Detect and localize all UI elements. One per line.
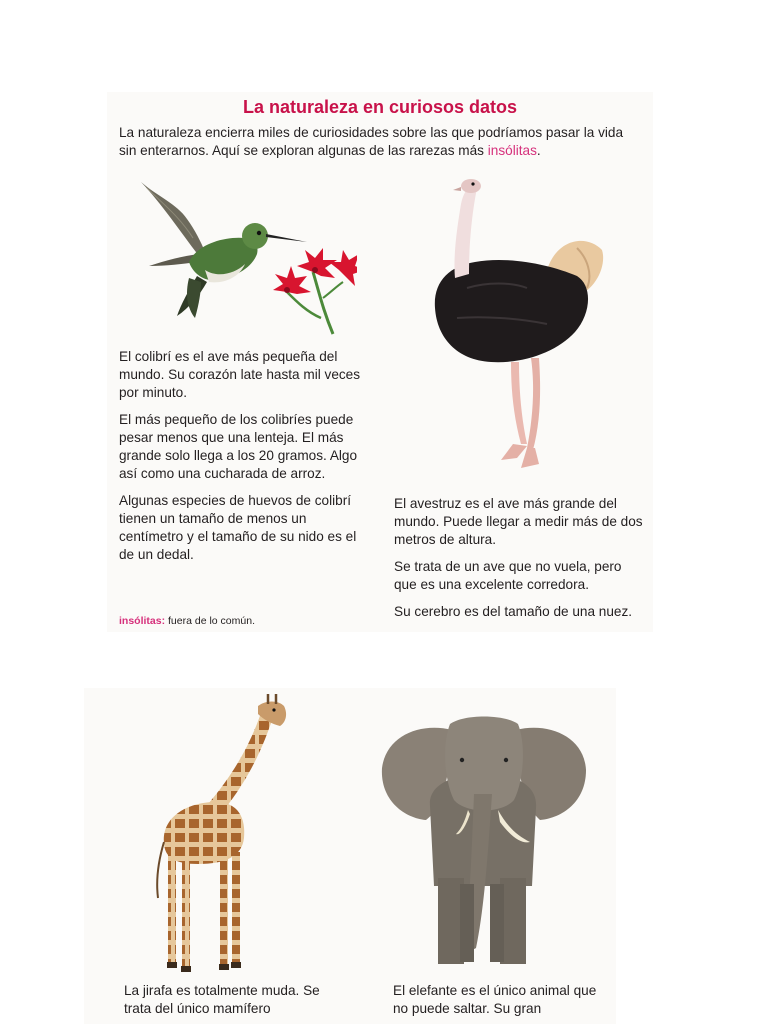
ostrich-text <box>394 495 644 630</box>
intro-period: . <box>536 143 541 158</box>
hummingbird-paragraph: El colibrí es el ave más pequeña del mundo. Su corazón late hasta mil veces por minuto. <box>119 349 361 400</box>
page-title: La naturaleza en curiosos datos <box>242 97 518 117</box>
elephant-text: El elefante es el único animal que no puede saltar. Su gran <box>393 983 597 1016</box>
hummingbird-paragraph: El más pequeño de los colibríes puede pesar menos que una lenteja. El más grande solo llega a los 20 gramos. Algo así como una cucharada de arroz. <box>119 412 358 481</box>
ostrich-paragraph: Se trata de un ave que no vuela, pero que es una excelente corredora. <box>394 559 622 592</box>
glossary-definition: fuera de lo común. <box>168 615 255 627</box>
hummingbird-paragraph: Algunas especies de huevos de colibrí tienen un tamaño de menos un centímetro y el tamaño de su nido es el de un dedal. <box>119 493 357 562</box>
giraffe-text: La jirafa es totalmente muda. Se trata del único mamífero <box>124 983 320 1016</box>
hummingbird-illustration <box>127 174 357 344</box>
giraffe-illustration <box>146 692 296 977</box>
intro-highlight-word: insólitas <box>487 143 537 158</box>
intro-text: La naturaleza encierra miles de curiosidades sobre las que podríamos pasar la vida sin enterarnos. Aquí se exploran algunas de las rarezas más <box>119 125 624 158</box>
page-1 <box>107 92 653 632</box>
ostrich-paragraph: El avestruz es el ave más grande del mundo. Puede llegar a medir más de dos metros de altura. <box>394 496 643 547</box>
glossary-note <box>119 615 255 627</box>
hummingbird-text <box>119 348 369 573</box>
intro-paragraph <box>119 124 644 160</box>
glossary-term: insólitas: <box>119 615 166 627</box>
ostrich-illustration <box>427 178 612 478</box>
page-2 <box>84 688 616 1024</box>
elephant-illustration <box>380 714 588 972</box>
ostrich-paragraph: Su cerebro es del tamaño de una nuez. <box>394 604 633 619</box>
